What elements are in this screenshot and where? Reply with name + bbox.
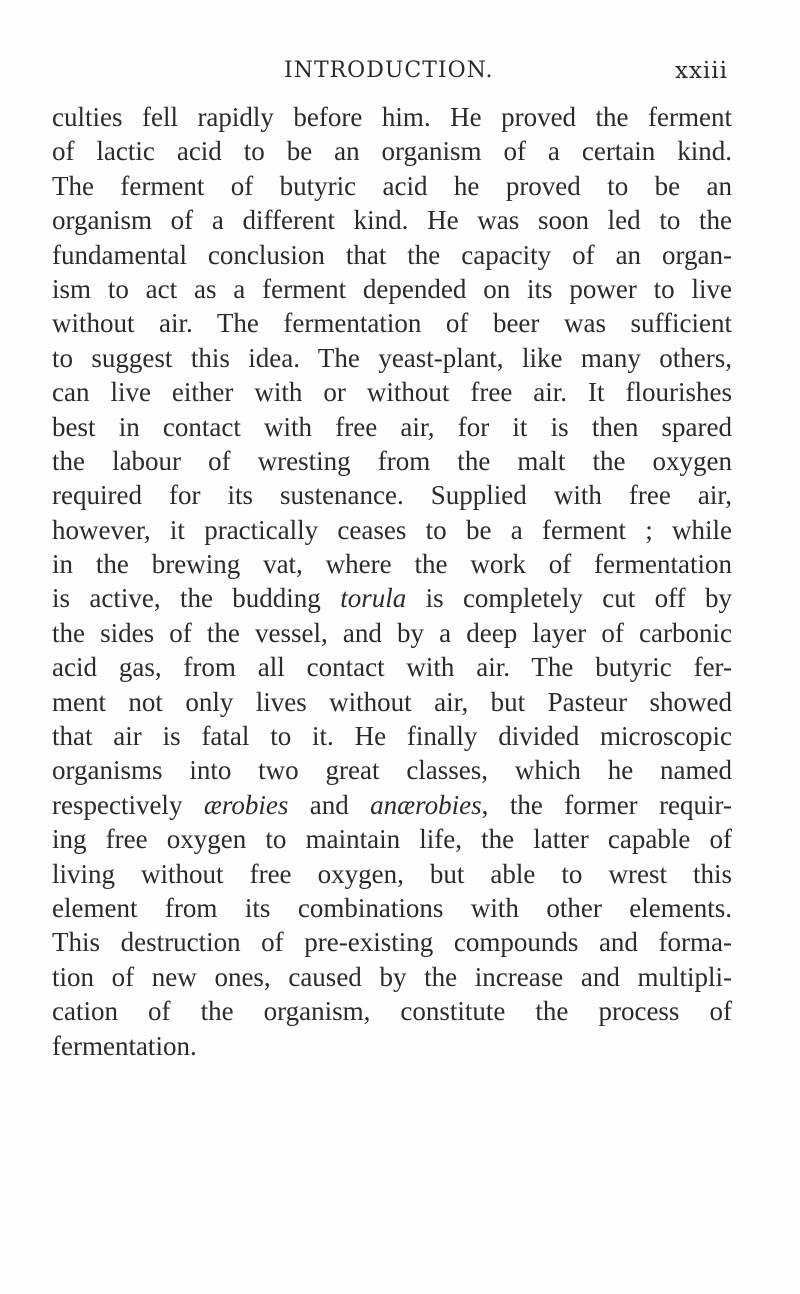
text-segment: respectively	[52, 789, 204, 820]
text-line: to suggest this idea. The yeast-plant, like many others,	[52, 342, 732, 373]
text-line: fundamental conclusion that the capacity of an organ-	[52, 239, 732, 270]
text-line: cation of the organism, constitute the process of	[52, 996, 732, 1027]
text-line: ment not only lives without air, but Pasteur showed	[52, 686, 732, 717]
text-line: without air. The fermentation of beer was sufficient	[52, 308, 732, 339]
text-segment: is completely cut off by	[406, 583, 732, 614]
text-line: ism to act as a ferment depended on its power to live	[52, 273, 732, 304]
text-line: organisms into two great classes, which he named	[52, 755, 732, 786]
italic-term: torula	[340, 583, 407, 614]
italic-term: ærobies	[203, 789, 289, 820]
text-line: living without free oxygen, but able to wrest this	[52, 858, 732, 889]
text-line: can live either with or without free air. It flourishes	[52, 377, 732, 408]
italic-term: anærobies	[370, 789, 482, 820]
text-line: in the brewing vat, where the work of fermentation	[52, 549, 732, 580]
text-line: required for its sustenance. Supplied with free air,	[52, 480, 732, 511]
text-line: organism of a different kind. He was soon led to the	[52, 205, 732, 236]
text-line: ing free oxygen to maintain life, the latter capable of	[52, 824, 732, 855]
text-line: culties fell rapidly before him. He proved the ferment	[52, 102, 732, 132]
text-line: This destruction of pre-existing compounds and forma-	[52, 927, 732, 958]
text-line	[52, 581, 732, 615]
text-line: acid gas, from all contact with air. The butyric fer-	[52, 652, 732, 683]
running-head	[52, 58, 728, 92]
text-line: tion of new ones, caused by the increase and multipli-	[52, 961, 732, 992]
text-line: best in contact with free air, for it is then spared	[52, 411, 732, 442]
text-line: element from its combinations with other elements.	[52, 892, 732, 923]
text-line: the sides of the vessel, and by a deep layer of carbonic	[52, 617, 732, 648]
text-segment: , the former requir-	[481, 789, 732, 820]
text-line: however, it practically ceases to be a ferment ; while	[52, 514, 732, 545]
text-line: fermentation.	[52, 1030, 197, 1061]
text-line: that air is fatal to it. He finally divided microscopic	[52, 721, 732, 752]
text-line: of lactic acid to be an organism of a certain kind.	[52, 136, 732, 167]
text-line: The ferment of butyric acid he proved to be an	[52, 170, 732, 201]
running-title: INTRODUCTION.	[284, 58, 494, 83]
page-number: xxiii	[674, 58, 728, 84]
body-paragraph	[52, 100, 732, 1063]
text-line: the labour of wresting from the malt the oxygen	[52, 445, 732, 476]
text-segment: is active, the budding	[52, 583, 341, 614]
text-line	[52, 788, 732, 822]
text-segment: and	[288, 789, 371, 820]
